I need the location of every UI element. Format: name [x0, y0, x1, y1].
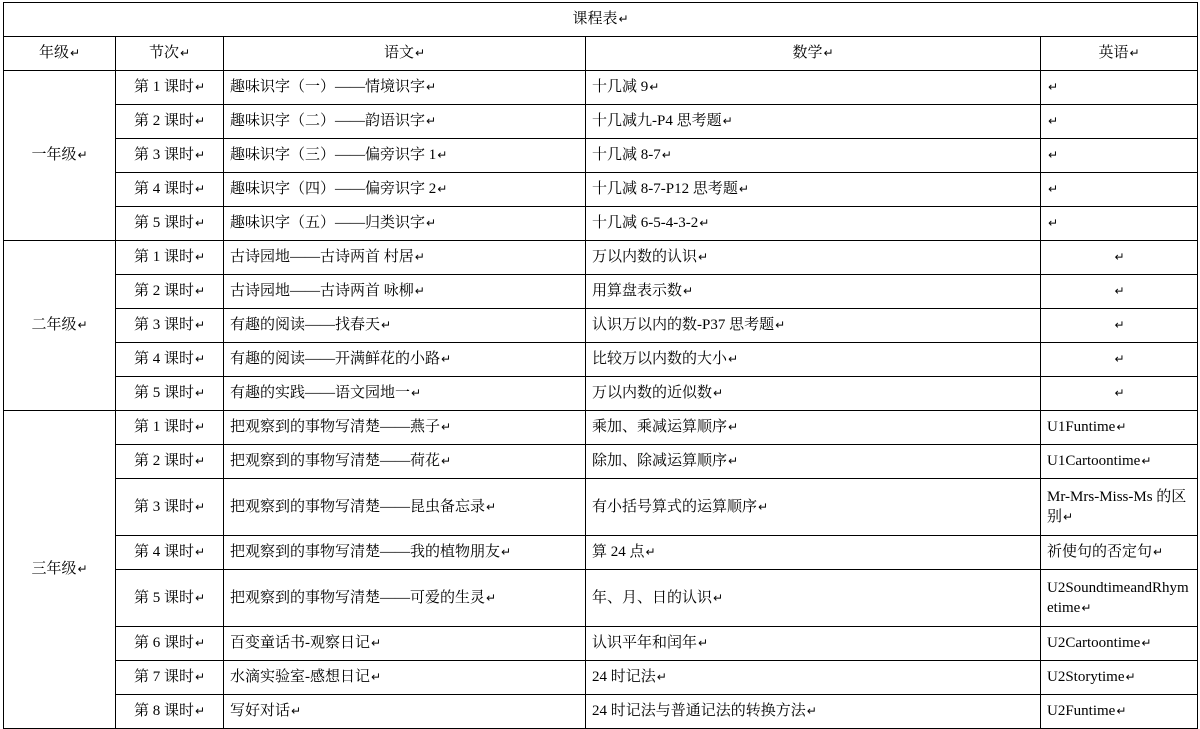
english-lesson	[1041, 207, 1198, 241]
english-lesson	[1041, 570, 1198, 627]
paragraph-mark: ↵	[194, 352, 206, 367]
paragraph-mark: ↵	[194, 636, 206, 651]
table-row	[4, 377, 1198, 411]
period-label	[116, 275, 224, 309]
math-lesson-text: 十几减 8-7-P12 思考题	[592, 181, 738, 198]
chinese-lesson	[224, 241, 586, 275]
title-row	[4, 3, 1198, 37]
period-label-text: 第 3 课时	[133, 317, 194, 334]
chinese-lesson-text: 把观察到的事物写清楚——我的植物朋友	[230, 544, 501, 561]
paragraph-mark: ↵	[728, 454, 739, 469]
paragraph-mark: ↵	[77, 562, 88, 577]
schedule-table-body	[4, 3, 1198, 729]
period-label-text: 第 7 课时	[133, 669, 194, 686]
document-title	[4, 3, 1198, 37]
paragraph-mark: ↵	[194, 250, 206, 265]
chinese-lesson-text: 把观察到的事物写清楚——燕子	[230, 419, 441, 436]
period-label	[116, 173, 224, 207]
math-lesson-text: 十几减九-P4 思考题	[592, 113, 722, 130]
paragraph-mark: ↵	[683, 284, 694, 299]
grade-label	[4, 411, 116, 729]
math-lesson-text: 年、月、日的认识	[592, 589, 713, 606]
english-lesson-text: Mr-Mrs-Miss-Ms 的区别	[1047, 488, 1187, 525]
grade-label	[4, 241, 116, 411]
table-row	[4, 71, 1198, 105]
period-label	[116, 627, 224, 661]
paragraph-mark: ↵	[758, 499, 769, 514]
math-lesson	[586, 536, 1041, 570]
chinese-lesson-text: 古诗园地——古诗两首 村居	[230, 249, 414, 266]
chinese-lesson	[224, 661, 586, 695]
paragraph-mark: ↵	[426, 114, 437, 129]
paragraph-mark: ↵	[486, 499, 497, 514]
english-lesson	[1041, 139, 1198, 173]
paragraph-mark: ↵	[661, 148, 672, 163]
english-lesson-text: U2Storytime	[1047, 669, 1125, 686]
paragraph-mark: ↵	[194, 420, 206, 435]
paragraph-mark: ↵	[194, 499, 206, 514]
table-row	[4, 343, 1198, 377]
chinese-lesson-text: 把观察到的事物写清楚——荷花	[230, 453, 441, 470]
paragraph-mark: ↵	[1048, 148, 1059, 163]
english-lesson	[1041, 173, 1198, 207]
schedule-table	[3, 2, 1198, 729]
table-row	[4, 445, 1198, 479]
chinese-lesson	[224, 479, 586, 536]
paragraph-mark: ↵	[69, 46, 81, 61]
period-label-text: 第 1 课时	[133, 249, 194, 266]
chinese-lesson-text: 古诗园地——古诗两首 咏柳	[230, 283, 414, 300]
period-label	[116, 343, 224, 377]
math-lesson-text: 万以内数的近似数	[592, 385, 713, 402]
paragraph-mark: ↵	[738, 182, 749, 197]
chinese-lesson	[224, 71, 586, 105]
english-lesson	[1041, 695, 1198, 729]
column-header-grade	[4, 37, 116, 71]
table-row	[4, 695, 1198, 729]
english-lesson-text: U2SoundtimeandRhymetime	[1047, 579, 1189, 616]
paragraph-mark: ↵	[656, 670, 667, 685]
table-row	[4, 309, 1198, 343]
paragraph-mark: ↵	[1081, 601, 1092, 615]
period-label	[116, 309, 224, 343]
period-label	[116, 661, 224, 695]
math-lesson	[586, 570, 1041, 627]
math-lesson	[586, 173, 1041, 207]
paragraph-mark: ↵	[194, 386, 206, 401]
period-label-text: 第 4 课时	[133, 351, 194, 368]
column-header-english-text: 英语	[1098, 45, 1129, 62]
chinese-lesson-text: 有趣的阅读——开满鲜花的小路	[230, 351, 441, 368]
paragraph-mark: ↵	[698, 636, 709, 651]
math-lesson	[586, 275, 1041, 309]
math-lesson	[586, 309, 1041, 343]
math-lesson-text: 万以内数的认识	[592, 249, 698, 266]
paragraph-mark: ↵	[1114, 386, 1125, 401]
paragraph-mark: ↵	[728, 352, 739, 367]
chinese-lesson	[224, 343, 586, 377]
column-header-period	[116, 37, 224, 71]
grade-label-text: 三年级	[31, 561, 77, 578]
english-lesson-text: U1Cartoontime	[1047, 453, 1141, 470]
period-label	[116, 536, 224, 570]
paragraph-mark: ↵	[371, 636, 382, 651]
grade-label	[4, 71, 116, 241]
paragraph-mark: ↵	[1114, 318, 1125, 333]
period-label-text: 第 4 课时	[133, 181, 194, 198]
math-lesson	[586, 343, 1041, 377]
paragraph-mark: ↵	[77, 318, 88, 333]
paragraph-mark: ↵	[823, 46, 834, 61]
math-lesson	[586, 627, 1041, 661]
paragraph-mark: ↵	[1129, 46, 1140, 61]
chinese-lesson	[224, 445, 586, 479]
paragraph-mark: ↵	[1141, 636, 1152, 651]
paragraph-mark: ↵	[713, 386, 724, 401]
column-header-period-text: 节次	[148, 45, 179, 62]
paragraph-mark: ↵	[1048, 216, 1059, 231]
paragraph-mark: ↵	[437, 182, 448, 197]
table-row	[4, 207, 1198, 241]
math-lesson-text: 算 24 点	[592, 544, 645, 561]
math-lesson	[586, 411, 1041, 445]
paragraph-mark: ↵	[699, 216, 710, 231]
column-header-math	[586, 37, 1041, 71]
math-lesson-text: 有小括号算式的运算顺序	[592, 498, 758, 515]
column-header-chinese	[224, 37, 586, 71]
paragraph-mark: ↵	[441, 420, 452, 435]
paragraph-mark: ↵	[194, 545, 206, 560]
chinese-lesson	[224, 309, 586, 343]
english-lesson	[1041, 343, 1198, 377]
table-row	[4, 241, 1198, 275]
period-label	[116, 445, 224, 479]
period-label-text: 第 3 课时	[133, 147, 194, 164]
paragraph-mark: ↵	[649, 80, 660, 95]
english-lesson	[1041, 309, 1198, 343]
math-lesson-text: 十几减 9	[592, 79, 649, 96]
english-lesson	[1041, 275, 1198, 309]
math-lesson	[586, 377, 1041, 411]
chinese-lesson	[224, 105, 586, 139]
paragraph-mark: ↵	[381, 318, 392, 333]
chinese-lesson	[224, 139, 586, 173]
paragraph-mark: ↵	[1116, 420, 1127, 435]
paragraph-mark: ↵	[1114, 352, 1125, 367]
chinese-lesson-text: 有趣的阅读——找春天	[230, 317, 381, 334]
period-label	[116, 241, 224, 275]
period-label	[116, 411, 224, 445]
english-lesson	[1041, 71, 1198, 105]
math-lesson-text: 比较万以内数的大小	[592, 351, 728, 368]
paragraph-mark: ↵	[194, 670, 206, 685]
paragraph-mark: ↵	[1063, 510, 1074, 524]
paragraph-mark: ↵	[1114, 284, 1125, 299]
period-label	[116, 377, 224, 411]
grade-label-text: 二年级	[31, 317, 77, 334]
chinese-lesson	[224, 570, 586, 627]
table-row	[4, 536, 1198, 570]
paragraph-mark: ↵	[194, 590, 206, 605]
english-lesson	[1041, 377, 1198, 411]
chinese-lesson-text: 趣味识字（三）——偏旁识字 1	[230, 147, 437, 164]
period-label-text: 第 8 课时	[133, 703, 194, 720]
grade-label-text: 一年级	[31, 147, 77, 164]
chinese-lesson-text: 趣味识字（四）——偏旁识字 2	[230, 181, 437, 198]
chinese-lesson-text: 把观察到的事物写清楚——昆虫备忘录	[230, 498, 486, 515]
math-lesson-text: 认识万以内的数-P37 思考题	[592, 317, 775, 334]
math-lesson	[586, 105, 1041, 139]
chinese-lesson-text: 趣味识字（一）——情境识字	[230, 79, 426, 96]
math-lesson-text: 认识平年和闰年	[592, 635, 698, 652]
paragraph-mark: ↵	[1125, 670, 1136, 685]
table-row	[4, 661, 1198, 695]
english-lesson	[1041, 445, 1198, 479]
document-page	[0, 2, 1200, 720]
column-header-grade-text: 年级	[38, 45, 69, 62]
paragraph-mark: ↵	[414, 46, 426, 61]
chinese-lesson	[224, 695, 586, 729]
document-title-text: 课程表	[572, 11, 618, 28]
paragraph-mark: ↵	[775, 318, 786, 333]
column-header-english	[1041, 37, 1198, 71]
paragraph-mark: ↵	[194, 704, 206, 719]
paragraph-mark: ↵	[426, 216, 437, 231]
period-label-text: 第 3 课时	[133, 498, 194, 515]
math-lesson-text: 十几减 6-5-4-3-2	[592, 215, 699, 232]
period-label	[116, 105, 224, 139]
math-lesson	[586, 479, 1041, 536]
period-label	[116, 139, 224, 173]
english-lesson-text: U2Funtime	[1047, 703, 1116, 720]
paragraph-mark: ↵	[77, 148, 88, 163]
table-row	[4, 627, 1198, 661]
math-lesson	[586, 445, 1041, 479]
paragraph-mark: ↵	[1153, 545, 1164, 560]
chinese-lesson	[224, 173, 586, 207]
period-label-text: 第 5 课时	[133, 589, 194, 606]
period-label-text: 第 5 课时	[133, 385, 194, 402]
paragraph-mark: ↵	[194, 454, 206, 469]
paragraph-mark: ↵	[645, 545, 656, 560]
math-lesson	[586, 207, 1041, 241]
english-lesson	[1041, 661, 1198, 695]
paragraph-mark: ↵	[1114, 250, 1125, 265]
paragraph-mark: ↵	[441, 454, 452, 469]
table-row	[4, 139, 1198, 173]
period-label-text: 第 2 课时	[133, 453, 194, 470]
table-row	[4, 479, 1198, 536]
paragraph-mark: ↵	[194, 182, 206, 197]
paragraph-mark: ↵	[414, 250, 425, 265]
paragraph-mark: ↵	[728, 420, 739, 435]
english-lesson-text: U2Cartoontime	[1047, 635, 1141, 652]
paragraph-mark: ↵	[486, 590, 497, 605]
english-lesson	[1041, 241, 1198, 275]
paragraph-mark: ↵	[371, 670, 382, 685]
math-lesson-text: 24 时记法与普通记法的转换方法	[592, 703, 806, 720]
english-lesson	[1041, 105, 1198, 139]
english-lesson	[1041, 627, 1198, 661]
column-header-math-text: 数学	[792, 45, 823, 62]
paragraph-mark: ↵	[1116, 704, 1127, 719]
chinese-lesson-text: 水滴实验室-感想日记	[230, 669, 370, 686]
chinese-lesson-text: 写好对话	[230, 703, 291, 720]
column-header-chinese-text: 语文	[383, 45, 414, 62]
paragraph-mark: ↵	[713, 590, 724, 605]
english-lesson	[1041, 536, 1198, 570]
paragraph-mark: ↵	[194, 148, 206, 163]
period-label	[116, 71, 224, 105]
math-lesson-text: 除加、除减运算顺序	[592, 453, 728, 470]
english-lesson	[1041, 479, 1198, 536]
chinese-lesson-text: 把观察到的事物写清楚——可爱的生灵	[230, 589, 486, 606]
math-lesson	[586, 139, 1041, 173]
paragraph-mark: ↵	[291, 704, 302, 719]
period-label-text: 第 1 课时	[133, 79, 194, 96]
paragraph-mark: ↵	[437, 148, 448, 163]
math-lesson	[586, 661, 1041, 695]
header-row	[4, 37, 1198, 71]
chinese-lesson	[224, 411, 586, 445]
period-label-text: 第 5 课时	[133, 215, 194, 232]
table-row	[4, 173, 1198, 207]
paragraph-mark: ↵	[194, 80, 206, 95]
period-label-text: 第 2 课时	[133, 113, 194, 130]
paragraph-mark: ↵	[1048, 182, 1059, 197]
period-label	[116, 570, 224, 627]
math-lesson-text: 用算盘表示数	[592, 283, 683, 300]
period-label	[116, 695, 224, 729]
english-lesson-text: 祈使句的否定句	[1047, 544, 1153, 561]
table-row	[4, 570, 1198, 627]
math-lesson-text: 十几减 8-7	[592, 147, 661, 164]
english-lesson-text: U1Funtime	[1047, 419, 1116, 436]
paragraph-mark: ↵	[441, 352, 452, 367]
chinese-lesson-text: 有趣的实践——语文园地一	[230, 385, 411, 402]
chinese-lesson	[224, 377, 586, 411]
chinese-lesson-text: 趣味识字（二）——韵语识字	[230, 113, 426, 130]
paragraph-mark: ↵	[501, 545, 512, 560]
paragraph-mark: ↵	[414, 284, 425, 299]
period-label-text: 第 6 课时	[133, 635, 194, 652]
paragraph-mark: ↵	[194, 216, 206, 231]
paragraph-mark: ↵	[194, 114, 206, 129]
period-label	[116, 207, 224, 241]
table-row	[4, 275, 1198, 309]
paragraph-mark: ↵	[806, 704, 817, 719]
paragraph-mark: ↵	[1048, 114, 1059, 129]
table-row	[4, 105, 1198, 139]
period-label-text: 第 2 课时	[133, 283, 194, 300]
paragraph-mark: ↵	[1141, 454, 1152, 469]
math-lesson	[586, 241, 1041, 275]
paragraph-mark: ↵	[722, 114, 733, 129]
paragraph-mark: ↵	[411, 386, 422, 401]
math-lesson	[586, 695, 1041, 729]
chinese-lesson-text: 趣味识字（五）——归类识字	[230, 215, 426, 232]
period-label-text: 第 4 课时	[133, 544, 194, 561]
chinese-lesson	[224, 275, 586, 309]
paragraph-mark: ↵	[1048, 80, 1059, 95]
chinese-lesson	[224, 207, 586, 241]
math-lesson	[586, 71, 1041, 105]
paragraph-mark: ↵	[194, 318, 206, 333]
math-lesson-text: 24 时记法	[592, 669, 656, 686]
math-lesson-text: 乘加、乘减运算顺序	[592, 419, 728, 436]
paragraph-mark: ↵	[179, 46, 191, 61]
english-lesson	[1041, 411, 1198, 445]
paragraph-mark: ↵	[698, 250, 709, 265]
period-label-text: 第 1 课时	[133, 419, 194, 436]
paragraph-mark: ↵	[618, 12, 629, 27]
chinese-lesson	[224, 536, 586, 570]
chinese-lesson	[224, 627, 586, 661]
paragraph-mark: ↵	[194, 284, 206, 299]
chinese-lesson-text: 百变童话书-观察日记	[230, 635, 370, 652]
period-label	[116, 479, 224, 536]
paragraph-mark: ↵	[426, 80, 437, 95]
table-row	[4, 411, 1198, 445]
